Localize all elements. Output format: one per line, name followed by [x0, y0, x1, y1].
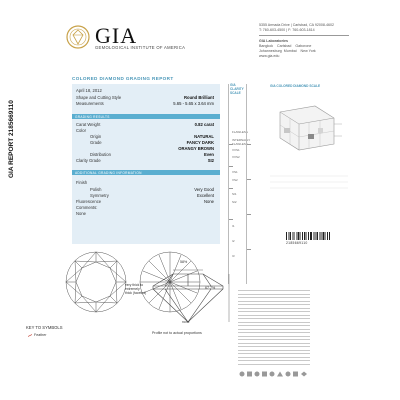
fine-print-line — [238, 318, 310, 319]
fine-print-line — [238, 304, 310, 305]
address-line: 5355 Armada Drive | Carlsbad, CA 92008-4602 — [259, 23, 335, 27]
fine-print-line — [238, 294, 310, 295]
profile-note: Profile not to actual proportions — [152, 331, 202, 335]
clarity-scale-title: GIA CLARITY SCALE — [230, 83, 244, 95]
grading-results-bar — [72, 114, 220, 119]
measurements-row — [76, 101, 214, 107]
fine-print-block — [238, 290, 310, 367]
scale-tick — [247, 144, 251, 145]
fine-print-line — [238, 364, 310, 365]
fine-print-line — [238, 311, 310, 312]
additional-label: Fluorescence — [76, 199, 102, 204]
field-label: Shape and Cutting Style — [76, 95, 122, 100]
result-value: 0.82 carat — [194, 122, 214, 127]
clarity-grade: SI1 — [232, 192, 237, 196]
additional-label: Finish — [76, 180, 88, 185]
labs-row: Johannesburg Mumbai New York — [259, 49, 316, 53]
fine-print-line — [238, 322, 310, 323]
fine-print-line — [238, 290, 310, 291]
color-scale-title: GIA COLORED DIAMOND SCALE — [270, 84, 321, 88]
clarity-grade: SI2 — [232, 200, 237, 204]
crown-view-icon — [66, 252, 126, 312]
fine-print-line — [238, 360, 310, 361]
additional-label: Comments: — [76, 205, 98, 210]
clarity-grade: VS1 — [232, 170, 238, 174]
additional-row — [76, 211, 214, 217]
fine-print-line — [238, 325, 310, 326]
report-title: COLORED DIAMOND GRADING REPORT — [72, 76, 174, 81]
clarity-grade: I1 — [232, 224, 235, 228]
result-label: Grade — [90, 140, 102, 145]
girdle-description: very thick to extremely thick (faceted) — [125, 283, 147, 295]
report-number-vertical: GIA REPORT 2185669110 — [8, 100, 15, 178]
diamond-profile-diagram — [145, 262, 235, 326]
report-date: April 18, 2012 — [76, 88, 102, 93]
labs-row: Bangkok Carlsbad Gaborone — [259, 44, 312, 48]
scale-tick — [247, 249, 251, 250]
result-label: Carat Weight — [76, 122, 101, 127]
fine-print-line — [238, 346, 310, 347]
fine-print-line — [238, 315, 310, 316]
scale-tick — [229, 166, 233, 167]
fine-print-line — [238, 332, 310, 333]
fine-print-line — [238, 357, 310, 358]
scale-tick — [229, 188, 233, 189]
field-value: 5.65 - 5.65 x 3.64 mm — [173, 101, 214, 106]
scale-tick — [229, 219, 233, 220]
scale-tick — [247, 214, 251, 215]
color-scale-diagram — [270, 104, 344, 166]
fine-print-line — [238, 350, 310, 351]
security-hologram-icon — [238, 370, 310, 378]
field-label: Measurements — [76, 101, 104, 106]
result-row — [76, 158, 214, 164]
result-label: Clarity Grade — [76, 158, 101, 163]
clarity-grade: INTERNALLY FLAWLESS — [232, 138, 251, 146]
website: www.gia.edu — [259, 54, 280, 58]
report-date-row — [76, 88, 214, 94]
clarity-grade: VVS1 — [232, 148, 240, 152]
clarity-grade: I2 — [232, 239, 235, 243]
fine-print-line — [238, 308, 310, 309]
result-value: FANCY DARK — [186, 140, 214, 145]
additional-row — [76, 180, 214, 186]
additional-info-bar — [72, 170, 220, 175]
report-details-panel — [72, 84, 220, 244]
labs-title: GIA Laboratories — [259, 39, 289, 43]
clarity-scale — [228, 83, 251, 284]
result-value: SI2 — [207, 158, 214, 163]
additional-label: Symmetry — [90, 193, 109, 198]
fine-print-line — [238, 301, 310, 302]
brand-subtitle: GEMOLOGICAL INSTITUTE OF AMERICA — [95, 45, 186, 50]
clarity-grade: FLAWLESS — [232, 130, 248, 134]
culet-description: none — [182, 320, 190, 324]
color-scale — [246, 84, 262, 284]
scale-tick — [247, 179, 251, 180]
result-label: Color — [76, 128, 87, 133]
fine-print-line — [238, 329, 310, 330]
key-to-symbols-title: KEY TO SYMBOLS — [26, 325, 63, 330]
fine-print-line — [238, 353, 310, 354]
fine-print-line — [238, 297, 310, 298]
result-value: ORANGY BROWN — [178, 146, 214, 151]
barcode-number: 2185669110 — [286, 241, 308, 245]
result-label: Origin — [90, 134, 102, 139]
result-value: Even — [203, 152, 214, 157]
additional-label: Polish — [90, 187, 102, 192]
result-value: NATURAL — [194, 134, 214, 139]
address-line: T: 760-603-4500 | F: 760-603-1814 — [259, 28, 315, 32]
grading-scales — [228, 84, 264, 284]
scale-tick — [229, 144, 233, 145]
fine-print-line — [238, 339, 310, 340]
clarity-grade: VVS2 — [232, 155, 240, 159]
barcode-icon — [286, 232, 330, 240]
additional-value: None — [203, 199, 214, 204]
feather-symbol-icon — [28, 334, 32, 337]
additional-label: None — [76, 211, 87, 216]
brand-name: GIA — [95, 23, 138, 48]
additional-value: Excellent — [197, 193, 214, 198]
additional-value: Very Good — [194, 187, 214, 192]
key-item: Feather — [34, 333, 47, 337]
color-scale-legend-lines — [270, 170, 350, 210]
section-title: GRADING RESULTS — [75, 114, 110, 119]
field-value: Round Brilliant — [183, 95, 214, 100]
fine-print-line — [238, 343, 310, 344]
fine-print-line — [238, 336, 310, 337]
clarity-grade: I3 — [232, 254, 235, 258]
section-title: ADDITIONAL GRADING INFORMATION — [75, 170, 142, 175]
table-percentage: 58% — [180, 260, 188, 264]
result-label: Distribution — [90, 152, 111, 157]
depth-percentage: 67.7% — [205, 286, 216, 290]
clarity-grade: VS2 — [232, 178, 238, 182]
